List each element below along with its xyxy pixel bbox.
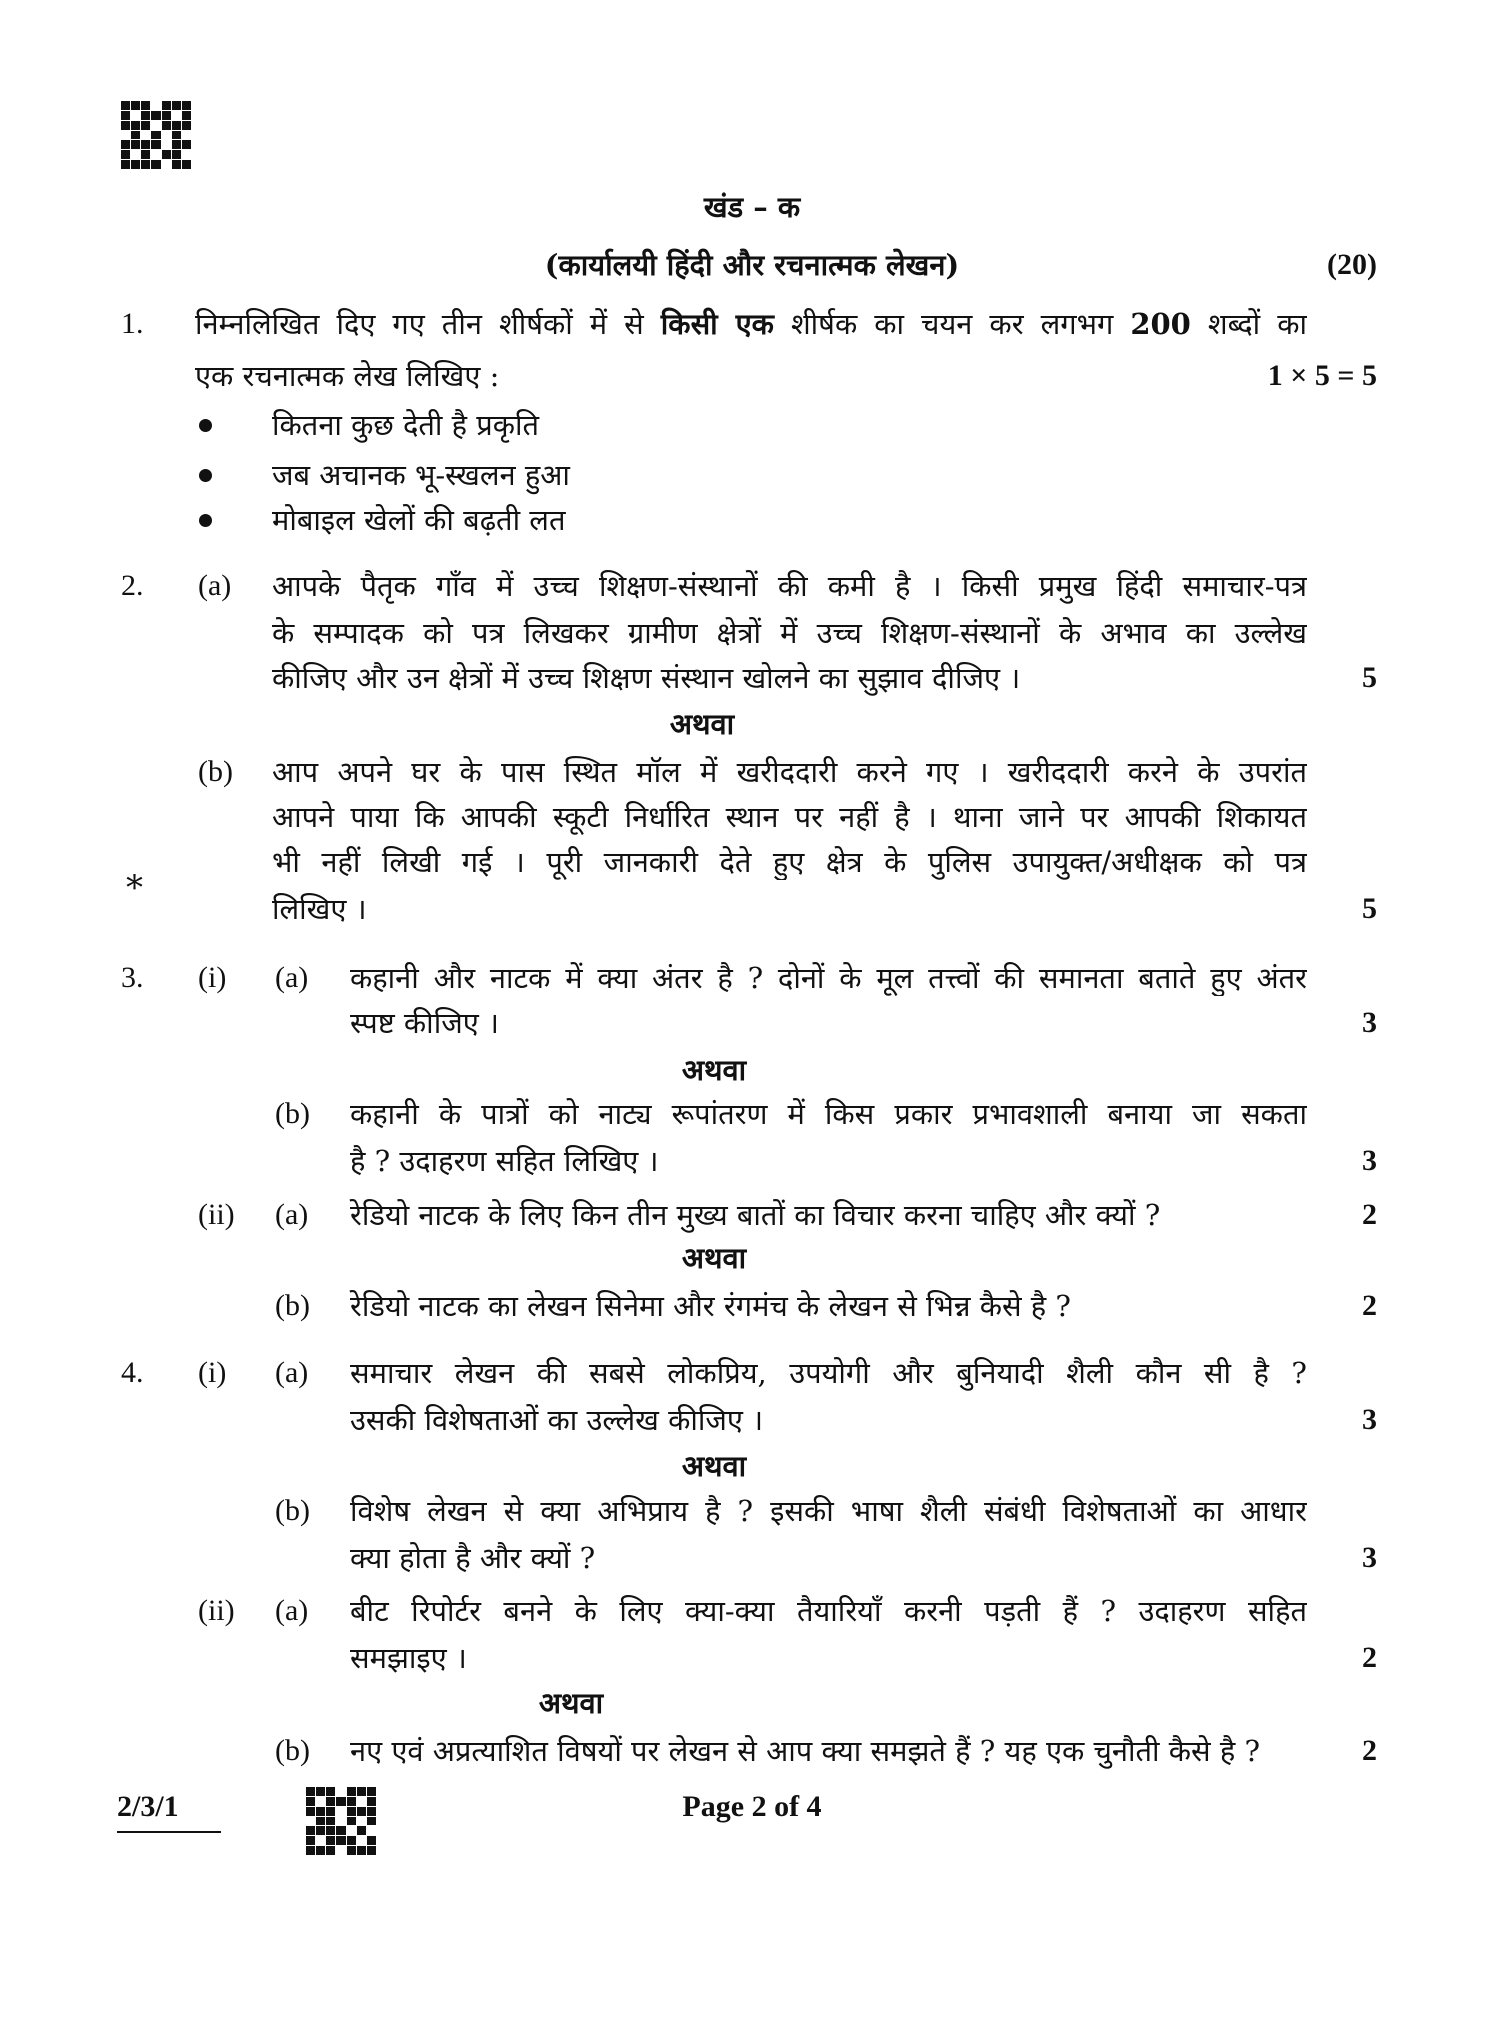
question-text: है ? उदाहरण सहित लिखिए ।: [350, 1144, 659, 1178]
question-marks: 3: [1362, 1144, 1377, 1177]
question-number: 1.: [121, 307, 144, 340]
subpart-label: (i): [198, 961, 227, 994]
topic-item: मोबाइल खेलों की बढ़ती लत: [272, 503, 566, 537]
qr-code-top: [121, 101, 191, 169]
question-text: कहानी के पात्रों को नाट्य रूपांतरण में किस प्रकार प्रभावशाली बनाया जा सकता: [350, 1097, 1307, 1131]
bullet-icon: [199, 419, 212, 432]
question-marks: 2: [1362, 1198, 1377, 1231]
or-divider: अथवा: [669, 707, 735, 741]
option-label: (a): [275, 1594, 309, 1627]
paper-code-underline: [117, 1831, 221, 1833]
question-text: आपने पाया कि आपकी स्कूटी निर्धारित स्थान पर नहीं है । थाना जाने पर आपकी शिकायत: [272, 800, 1307, 834]
question-text: आप अपने घर के पास स्थित मॉल में खरीददारी करने गए । खरीददारी करने के उपरांत: [272, 755, 1307, 789]
question-text: समाचार लेखन की सबसे लोकप्रिय, उपयोगी और बुनियादी शैली कौन सी है ?: [350, 1356, 1307, 1390]
section-subtitle: (कार्यालयी हिंदी और रचनात्मक लेखन): [544, 248, 960, 282]
question-text: उसकी विशेषताओं का उल्लेख कीजिए ।: [350, 1403, 764, 1437]
text-run: शीर्षक का चयन कर लगभग: [773, 307, 1131, 341]
page-number: Page 2 of 4: [682, 1790, 822, 1823]
option-label: (b): [275, 1734, 310, 1767]
question-text: कहानी और नाटक में क्या अंतर है ? दोनों के मूल तत्त्वों की समानता बताते हुए अंतर: [350, 961, 1307, 995]
topic-item: जब अचानक भू-स्खलन हुआ: [272, 458, 570, 492]
qr-code-bottom: [306, 1787, 376, 1855]
option-label: (b): [198, 755, 233, 788]
question-marks: 2: [1362, 1289, 1377, 1322]
emphasis-text: किसी एक: [660, 307, 774, 341]
question-text: रेडियो नाटक का लेखन सिनेमा और रंगमंच के लेखन से भिन्न कैसे है ?: [350, 1289, 1071, 1323]
question-marks: 5: [1362, 661, 1377, 694]
question-text: नए एवं अप्रत्याशित विषयों पर लेखन से आप क्या समझते हैं ? यह एक चुनौती कैसे है ?: [350, 1734, 1261, 1768]
section-title: खंड – क: [703, 190, 801, 224]
text-run: शब्दों का: [1190, 307, 1307, 341]
question-text: आपके पैतृक गाँव में उच्च शिक्षण-संस्थानों की कमी है । किसी प्रमुख हिंदी समाचार-पत्र: [272, 569, 1307, 603]
bullet-icon: [199, 469, 212, 482]
question-marks: 3: [1362, 1403, 1377, 1436]
option-label: (a): [275, 1356, 309, 1389]
option-label: (b): [275, 1289, 310, 1322]
subpart-label: (i): [198, 1356, 227, 1389]
question-marks: 1 × 5 = 5: [1267, 359, 1377, 392]
question-text: लिखिए ।: [272, 892, 367, 926]
option-label: (b): [275, 1097, 310, 1130]
option-label: (b): [275, 1494, 310, 1527]
question-marks: 2: [1362, 1641, 1377, 1674]
margin-asterisk: *: [126, 868, 143, 908]
text-run: निम्नलिखित दिए गए तीन शीर्षकों में से: [195, 307, 661, 341]
question-text: स्पष्ट कीजिए ।: [350, 1006, 499, 1040]
or-divider: अथवा: [681, 1241, 747, 1275]
option-label: (a): [198, 569, 232, 602]
question-text: विशेष लेखन से क्या अभिप्राय है ? इसकी भाषा शैली संबंधी विशेषताओं का आधार: [350, 1494, 1307, 1528]
question-text: बीट रिपोर्टर बनने के लिए क्या-क्या तैयारियाँ करनी पड़ती हैं ? उदाहरण सहित: [350, 1594, 1307, 1628]
question-text: [195, 306, 1307, 342]
question-text: के सम्पादक को पत्र लिखकर ग्रामीण क्षेत्रों में उच्च शिक्षण-संस्थानों के अभाव का उल्लेख: [272, 616, 1307, 650]
topic-item: कितना कुछ देती है प्रकृति: [272, 408, 540, 442]
question-number: 4.: [121, 1356, 144, 1389]
section-marks: (20): [1327, 248, 1377, 281]
question-text: एक रचनात्मक लेख लिखिए :: [195, 359, 500, 393]
bullet-icon: [199, 514, 212, 527]
paper-code: 2/3/1: [117, 1790, 179, 1823]
option-label: (a): [275, 1198, 309, 1231]
question-marks: 3: [1362, 1006, 1377, 1039]
or-divider: अथवा: [538, 1686, 604, 1720]
subpart-label: (ii): [198, 1198, 235, 1231]
question-text: क्या होता है और क्यों ?: [350, 1541, 596, 1575]
question-marks: 2: [1362, 1734, 1377, 1767]
question-text: कीजिए और उन क्षेत्रों में उच्च शिक्षण संस्थान खोलने का सुझाव दीजिए ।: [272, 661, 1021, 695]
question-text: रेडियो नाटक के लिए किन तीन मुख्य बातों का विचार करना चाहिए और क्यों ?: [350, 1198, 1161, 1232]
question-marks: 3: [1362, 1541, 1377, 1574]
question-number: 2.: [121, 569, 144, 602]
question-marks: 5: [1362, 892, 1377, 925]
or-divider: अथवा: [681, 1449, 747, 1483]
subpart-label: (ii): [198, 1594, 235, 1627]
or-divider: अथवा: [681, 1053, 747, 1087]
question-number: 3.: [121, 961, 144, 994]
word-count: 200: [1130, 307, 1191, 341]
question-text: समझाइए ।: [350, 1641, 467, 1675]
option-label: (a): [275, 961, 309, 994]
question-text: भी नहीं लिखी गई । पूरी जानकारी देते हुए क्षेत्र के पुलिस उपायुक्त/अधीक्षक को पत्र: [272, 845, 1307, 879]
